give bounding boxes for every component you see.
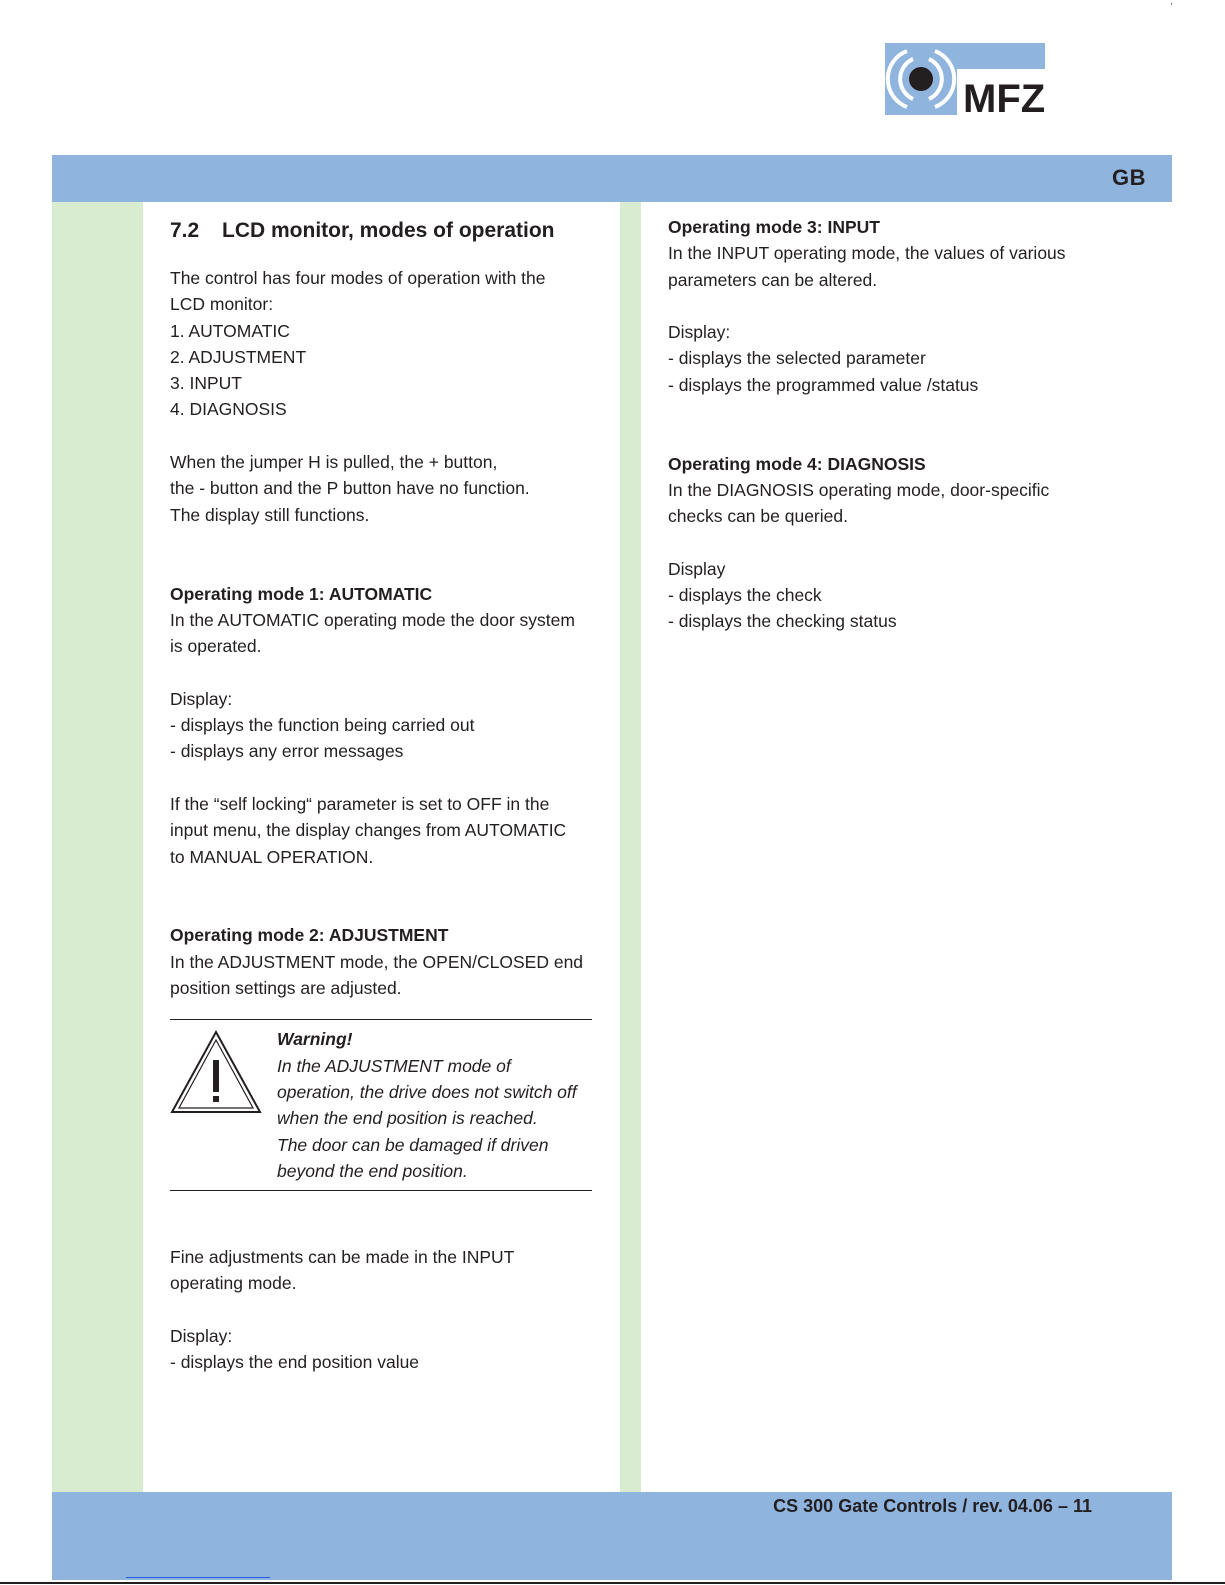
mode3-description: In the INPUT operating mode, the values of various [668,243,1066,264]
mode-list-item: 4. DIAGNOSIS [170,399,287,420]
mode1-description: In the AUTOMATIC operating mode the door system [170,609,575,630]
mode-list-item: 1. AUTOMATIC [170,320,290,341]
mode4-display-label: Display [668,558,726,579]
column-divider-strip [620,202,641,1492]
footer-text: CS 300 Gate Controls / rev. 04.06 – 11 [773,1496,1092,1516]
right-column [668,214,1138,635]
left-margin-strip [52,202,143,1492]
fine-adjust-text: operating mode. [170,1272,297,1293]
language-code: GB [1112,165,1146,190]
mode1-note: to MANUAL OPERATION. [170,846,374,867]
warning-triangle-icon [170,1030,262,1114]
link-underline [126,1577,270,1578]
warning-text [277,1026,592,1184]
mode1-heading: Operating mode 1: AUTOMATIC [170,583,433,604]
mode3-display-item: - displays the selected parameter [668,348,926,369]
mode3-description: parameters can be altered. [668,269,878,290]
mode4-description: In the DIAGNOSIS operating mode, door-specific [668,479,1050,500]
intro-text: The control has four modes of operation with the [170,268,546,288]
warning-box [170,1019,592,1191]
mode1-display-item: - displays the function being carried out [170,715,475,736]
jumper-text: The display still functions. [170,504,370,525]
mode2-description: position settings are adjusted. [170,978,402,999]
mode2-description: In the ADJUSTMENT mode, the OPEN/CLOSED end [170,951,584,972]
mode4-heading: Operating mode 4: DIAGNOSIS [668,453,926,474]
header-band [52,155,1172,202]
fine-adjust-text: Fine adjustments can be made in the INPUT [170,1246,515,1267]
mode1-description: is operated. [170,636,262,657]
mode2-heading: Operating mode 2: ADJUSTMENT [170,925,449,946]
warning-line: beyond the end position. [277,1160,468,1181]
left-column [170,214,600,1375]
mode4-description: checks can be queried. [668,506,848,527]
bottom-rule [0,1582,1225,1584]
warning-line: when the end position is reached. [277,1108,538,1129]
intro-text: LCD monitor: [170,294,274,315]
mode2-display-item: - displays the end position value [170,1351,420,1372]
mode3-heading: Operating mode 3: INPUT [668,217,880,237]
section-title [170,214,600,248]
warning-line: The door can be damaged if driven [277,1134,549,1155]
section-title-text: LCD monitor, modes of operation [222,219,555,242]
mode-list-item: 3. INPUT [170,373,242,394]
mode1-display-item: - displays any error messages [170,741,404,762]
mode1-note: If the “self locking“ parameter is set to OFF in the [170,793,550,814]
warning-line: operation, the drive does not switch off [277,1081,577,1102]
mode1-display-label: Display: [170,688,233,709]
warning-title: Warning! [277,1029,353,1050]
logo-text: MFZ [963,77,1045,115]
mode4-display-item: - displays the checking status [668,611,897,632]
warning-line: In the ADJUSTMENT mode of [277,1055,511,1076]
mfz-logo [885,43,1045,115]
mode3-display-item: - displays the programmed value /status [668,374,979,395]
mode-list-item: 2. ADJUSTMENT [170,346,307,367]
corner-mark: , [1170,0,1173,7]
footer-band [52,1492,1172,1580]
jumper-text: the - button and the P button have no function. [170,478,530,499]
mode1-note: input menu, the display changes from AUTOMATIC [170,820,567,841]
jumper-text: When the jumper H is pulled, the + button, [170,452,498,473]
mode4-display-item: - displays the check [668,585,822,606]
mode3-display-label: Display: [668,322,731,343]
section-number: 7.2 [170,219,200,242]
mode2-display-label: Display: [170,1325,233,1346]
